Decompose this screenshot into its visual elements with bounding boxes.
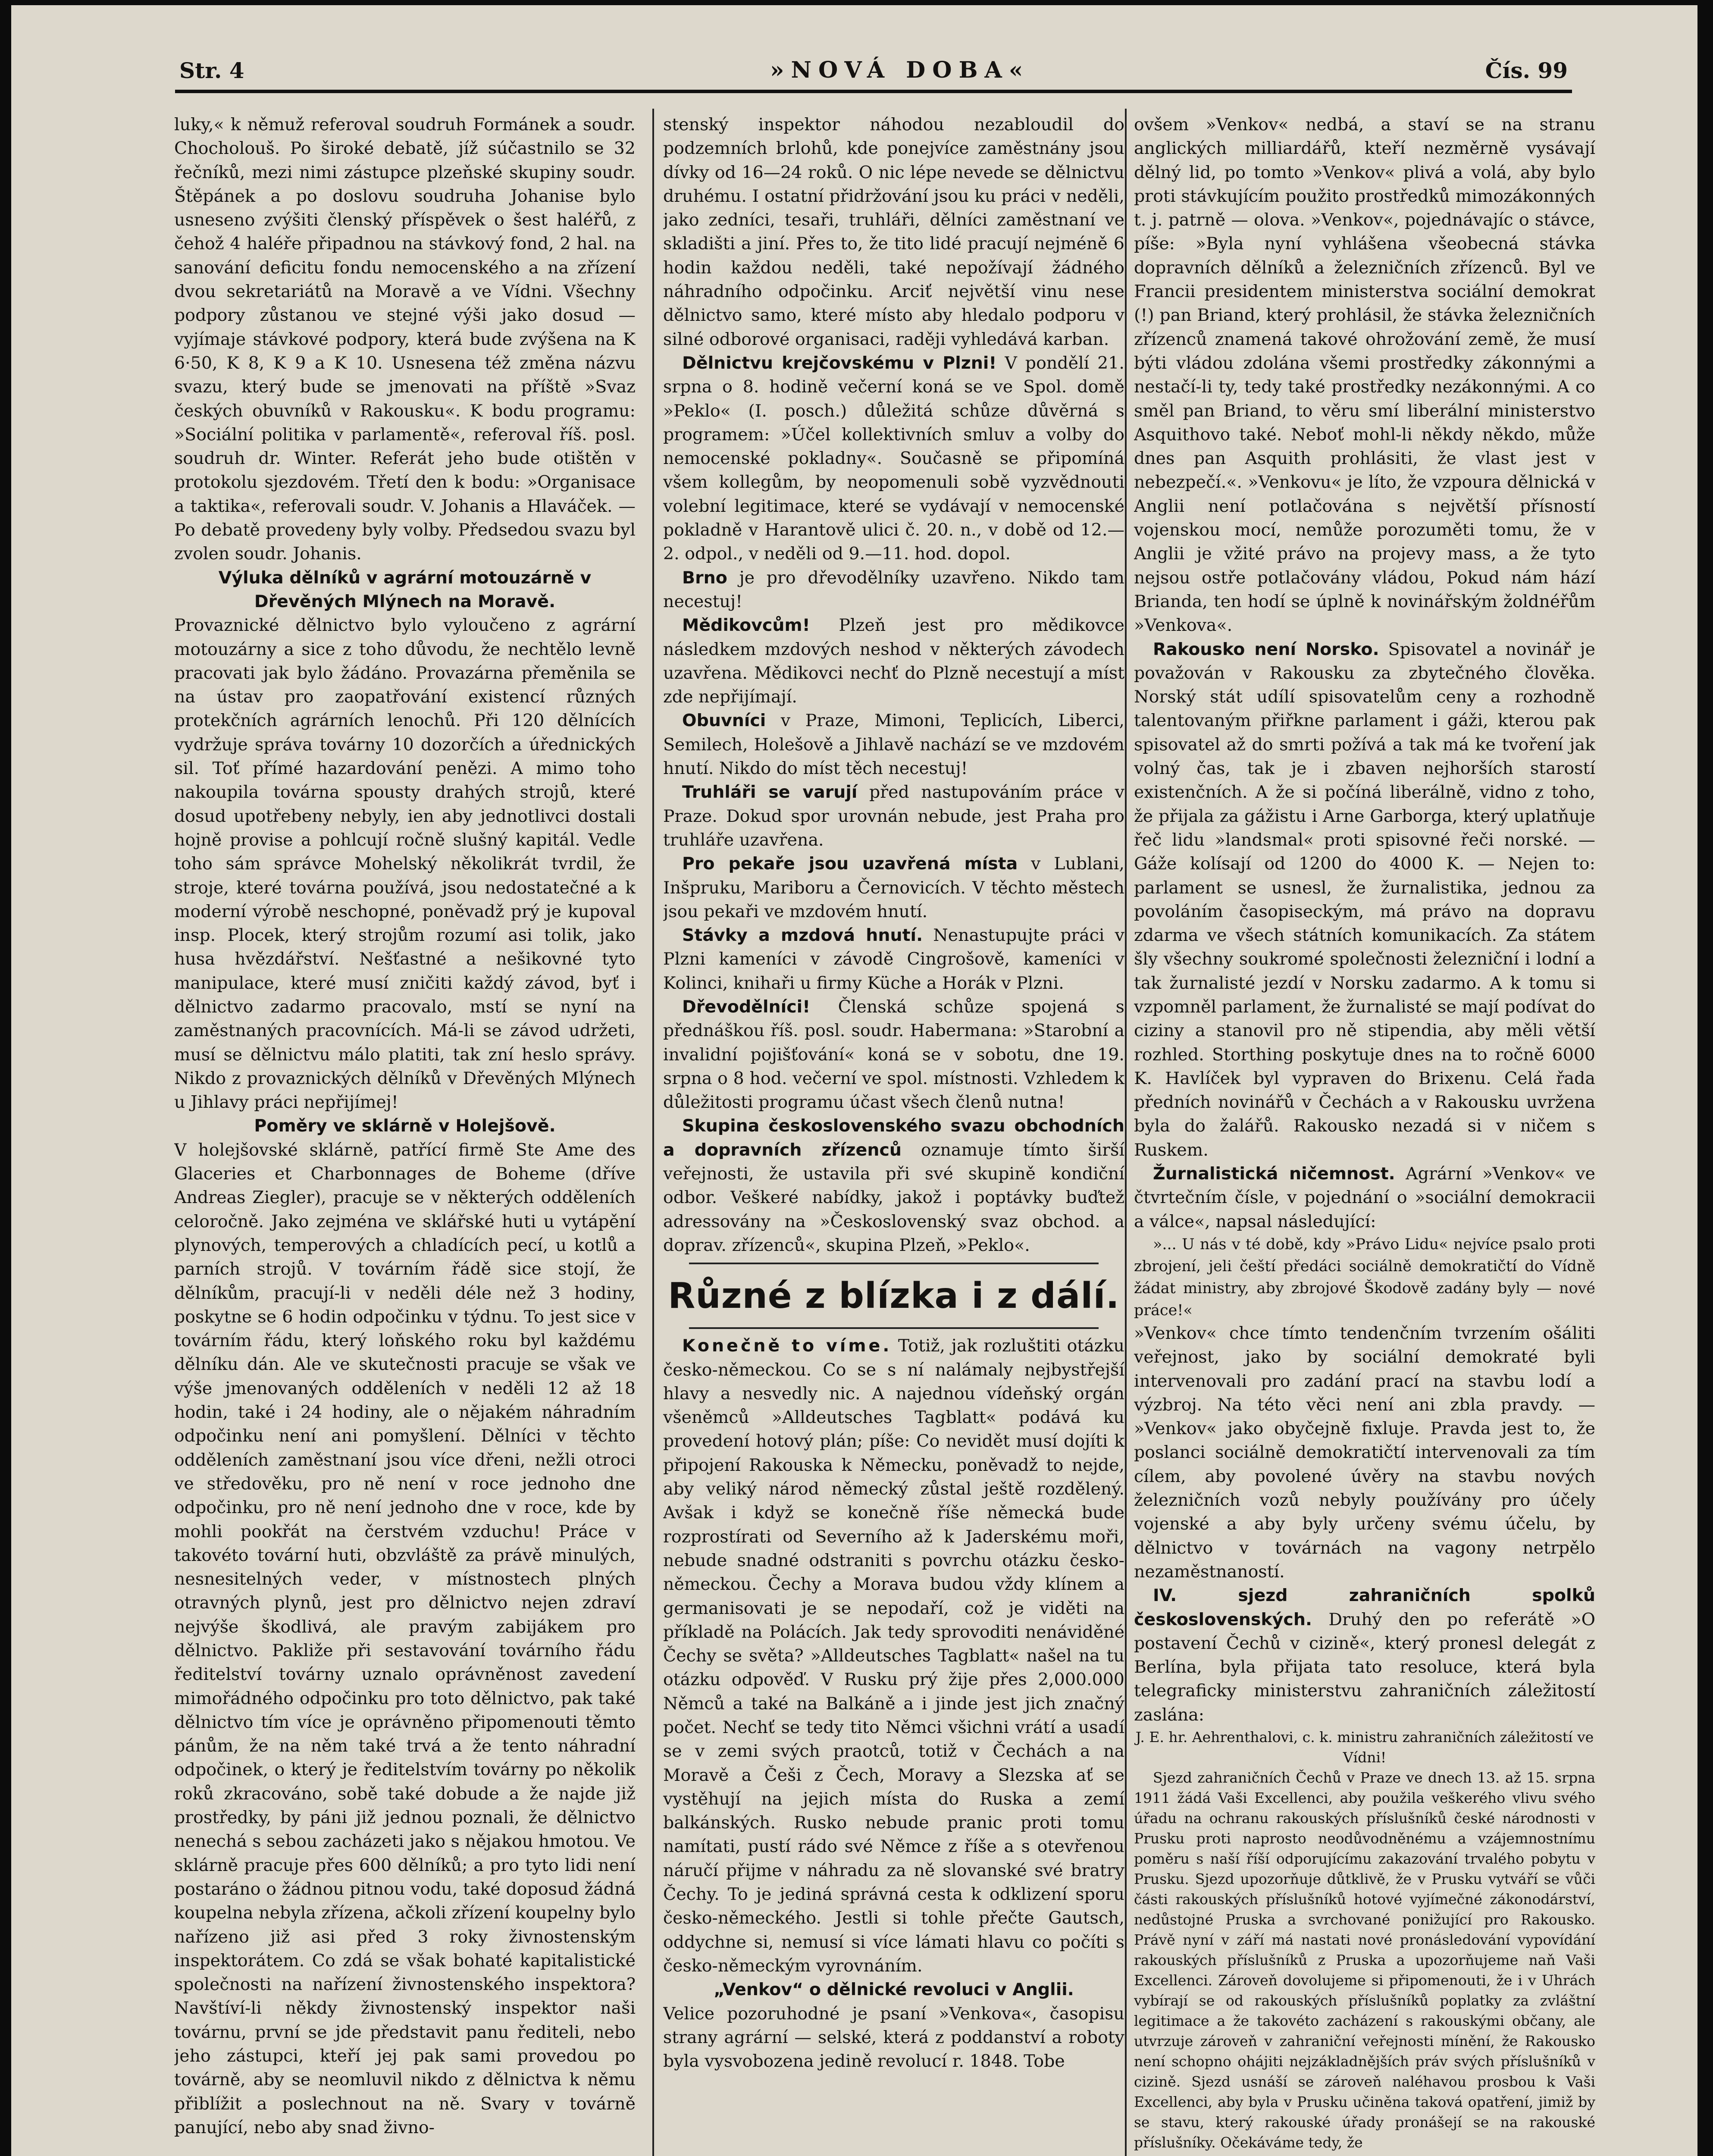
article-text: Totiž, jak rozluštiti otázku česko-německou. Co se s ní nalámaly nejbystřejší hlavy a nesvedly nic. A najednou vídeňský orgán všeněmců »Alldeutsches Tagblatt« podává ku provedení hotový plán; píše: Co nevidět musí dojíti k připojení Rakouska k Německu, poněvadž to nejde, aby veliký národ německý zůstal ještě rozdělený. Avšak i když se konečně říše německá bude rozprostírati od Severního až k Jaderskému moři, nebude snadné odstraniti s povrchu otázku česko-německou. Čechy a Morava budou vždy klínem a germanisovati je se nepodaří, což je viděti na příkladě na Polácích. Jak tedy sprovoditi nenáviděné Čechy se světa? »Alldeutsches Tagblatt« našel na tu otázku odpověď. V Rusku prý žije přes 2,000.000 Němců a také na Balkáně a i jinde jest jich značný počet. Nechť se tedy tito Němci všichni vrátí a usadí se v zemi svých praotců, totiž v Čechách a na Moravě a Češi z Čech, Moravy a Slezska ať se vystěhují na jejich místa do Ruska a zemí balkánských. Rusko nebude pranic proti tomu namítati, pustí rádo své Němce z říše a s otevřenou náručí přijme v náhradu za ně slovanské své bratry Čechy. To je jediná správná cesta k odklizení sporu česko-německého. Jestli si tohle přečte Gautsch, oddychne si, nemusí si více lámati hlavu co počíti s česko-německým vyrovnáním. (663, 1336, 1124, 1976)
article-heading: Žurnalistická ničemnost. (1153, 1164, 1395, 1184)
resolution-text: Sjezd zahraničních Čechů v Praze ve dnech 13. až 15. srpna 1911 žádá Vaši Excellenci, aby použila veškerého vlivu svého úřadu na ochranu rakouských příslušníků české národnosti v Prusku proti naprosto neodůvodněnému a vzájemnostnímu poměru s naší říší odporujícímu zakazování trvalého pobytu v Prusku. Sjezd upozorňuje důtklivě, že v Prusku vytváří se vůči části rakouských příslušníků hotové vyjímečné zákonodárství, nedůstojné Pruska a svrchované ponižující pro Rakousko. Právě nyní v září má nastati nové pronásledování vypovídání rakouských příslušníků z Pruska a upozorňujeme naň Vaši Excellenci. Zároveň dovolujeme si připomenouti, že i v Uhrách vybírají se od rakouských příslušníků poplatky za zvláštní legitimace a že takovéto zacházení s rakouskými občany, ale utvrzuje zároveň v zahraniční veřejnosti mínění, že Rakousko není schopno ohájiti nejzákladnějších práv svých příslušníků v cizině. Sjezd usnáší se zároveň naléhavou prosbou k Vaši Excellenci, aby byla v Prusku učiněna taková opatření, jimiž by se stavu, který rakouské úřady pronášejí se na rakouské příslušníky. Očekáváme tedy, že (1134, 1769, 1595, 2151)
address-line: J. E. hr. Aehrenthalovi, c. k. ministru zahraničních záležitostí ve Vídni! (1135, 1729, 1594, 1766)
article-text: Nenastupujte práci v Plzni kameníci v závodě Cingrošově, kameníci v Kolinci, knihaři u firmy Küche a Horák v Plzni. (663, 925, 1124, 993)
article-text: je pro dřevodělníky uzavřeno. Nikdo tam necestuj! (663, 567, 1124, 611)
issue-number: Čís. 99 (1485, 58, 1568, 83)
masthead-title: »NOVÁ DOBA« (770, 57, 1030, 83)
article-heading: Obuvníci (682, 711, 766, 731)
article-heading: Pro pekaře jsou uzavřená místa (682, 854, 1018, 874)
article-text: V pondělí 21. srpna o 8. hodině večerní koná se ve Spol. domě »Peklo« (I. posch.) důležitá schůze důvěrná s programem: »Účel kollektivních smluv a volby do nemocenské pokladny«. Současně se připomíná všem kollegům, by neopomenuli sobě vyzvědnouti volební legitimace, které se vydávají v nemocenské pokladně v Harantově ulici č. 20. n., v době od 12.—2. odpol., v neděli od 9.—11. hod. dopol. (663, 353, 1124, 564)
article-text: v Praze, Mimoni, Teplicích, Liberci, Semilech, Holešově a Jihlavě nachází se ve mzdovém hnutí. Nikdo do míst těch necestuj! (663, 711, 1124, 779)
article-heading: Mědikovcům! (682, 615, 810, 636)
article-text: Agrární »Venkov« ve čtvrtečním čísle, v pojednání o »sociální demokracii a válce«, napsal následující: (1134, 1164, 1595, 1232)
article-text: oznamuje tímto širší veřejnosti, že ustavila při své skupině kondiční odbor. Veškeré nabídky, jakož i poptávky buďtež adressovány na »Československý svaz obchod. a doprav. zřízenců«, skupina Plzeň, »Peklo«. (663, 1140, 1124, 1255)
section-rule (689, 1327, 1099, 1329)
article-heading: Výluka dělníků v agrární motouzárně v Dřevěných Mlýnech na Moravě. (218, 567, 592, 611)
column-divider (1125, 109, 1127, 2156)
page-header (179, 53, 1568, 89)
article-text: stenský inspektor náhodou nezabloudil do podzemních brlohů, kde ponejvíce zaměstnány jsou dívky od 16—24 roků. O nic lépe nevede se dělnictvu druhému. I ostatní přidržování jsou ku práci v neděli, jako zedníci, tesaři, truhláři, dělníci zaměstnaní ve skladišti a jiní. Přes to, že tito lidé pracují nejméně 6 hodin každou neděli, také nepožívají žádného náhradního odpočinku. Arciť největší vinu nese dělnictvo samo, které místo aby hledalo podporu v silné odborové organisaci, raději vyhledává karban. (663, 115, 1124, 349)
article-heading: Rakousko není Norsko. (1153, 639, 1379, 659)
article-text: před nastupováním práce v Praze. Dokud spor urovnán nebude, jest Praha pro truhláře uzavřena. (663, 782, 1124, 850)
article-heading: Konečně to víme. (682, 1336, 892, 1356)
article-heading: Brno (682, 567, 727, 588)
article-heading: Dřevodělníci! (682, 997, 811, 1017)
section-heading: Různé z blízka i z dálí. (668, 1275, 1120, 1317)
article-heading: Dělnictvu krejčovskému v Plzni! (682, 353, 997, 373)
article-heading: IV. sjezd zahraničních spolků československých. (1134, 1586, 1595, 1630)
column-divider (652, 109, 654, 2156)
article-heading: „Venkov“ o dělnické revoluci v Anglii. (714, 1980, 1074, 2000)
article-text: Velice pozoruhodné je psaní »Venkova«, časopisu strany agrární — selské, která z poddanství a roboty byla vysvobozena jedině revolucí r. 1848. Tobe (663, 2003, 1124, 2071)
article-text: Provaznické dělnictvo bylo vyloučeno z agrární motouzárny a sice z toho důvodu, že nechtělo levně pracovati jak bylo žádáno. Provazárna přeměnila se na ústav pro zaopatřování existencí různých protekčních agrárních lenochů. Při 120 dělnících vydržuje správa továrny 10 dozorčích a úřednických sil. Toť přímé hazardování penězi. A mimo toho nakoupila továrna spousty drahých strojů, které dosud upotřebeny nebyly, ien aby jednotlivci dostali hojně provise a pohlcují ročně slušný kapitál. Vedle toho sám správce Mohelský několikrát tvrdil, že stroje, které továrna používá, jsou nedostatečné a k moderní výrobě neschopné, poněvadž prý je kupoval insp. Plocek, který strojům rozumí asi tolik, jako husa hvězdářství. Nešťastné a nešikovné tyto manipulace, které musí zničiti každý závod, byť i dělnictvo zadarmo pracovalo, mstí se nyní na zaměstnaných pracovnících. Má-li se závod udržeti, musí se dělnictvu málo platiti, tak zní heslo správy. Nikdo z provaznických dělníků v Dřevěných Mlýnech u Jihlavy práci nepřijímej! (174, 615, 636, 1112)
article-text: Plzeň jest pro mědikovce následkem mzdových neshod v některých závodech uzavřena. Mědikovci nechť do Plzně necestují a míst zde nepřijímají. (663, 615, 1124, 707)
page-number: Str. 4 (179, 58, 244, 83)
header-rule (175, 90, 1572, 93)
article-text: »Venkov« chce tímto tendenčním tvrzením ošáliti veřejnost, jako by sociální demokraté byli intervenovali pro zadání prací na stavbu lodí a výzbroj. Na této věci není ani zbla pravdy. — »Venkov« jako obyčejně fixluje. Pravda jest to, že poslanci sociálně demokratičtí intervenovali za tím cílem, aby povolené úvěry na stavbu nových železničních vozů nebyly používány pro účely vojenské a aby byly určeny svému účelu, by dělnictvo v továrnách na vagony netrpělo nezaměstnaností. (1134, 1323, 1595, 1582)
article-text: Členská schůze spojená s přednáškou říš. posl. soudr. Habermana: »Starobní a invalidní pojišťování« koná se v sobotu, dne 19. srpna o 8 hod. večerní ve spol. místnosti. Vzhledem k důležitosti programu účast všech členů nutna! (663, 997, 1124, 1112)
section-rule (689, 1263, 1099, 1264)
article-text: Druhý den po referátě »O postavení Čechů v cizině«, který pronesl delegát z Berlína, byla přijata tato resoluce, která byla telegraficky ministerstvu zahraničních záležitostí zaslána: (1134, 1609, 1595, 1725)
article-text: Spisovatel a novinář je považován v Rakousku za zbytečného člověka. Norský stát udílí spisovatelům ceny a rozhodně talentovaným přiřkne parlament i gáži, kterou pak spisovatel až do smrti požívá a tak má ke tvoření jak volný čas, tak je i zbaven nejhorších starostí existenčních. A že si počíná liberálně, vidno z toho, že přijala za gážistu i Arne Garborga, který uplatňuje řeč lidu »landsmal« proti spisovné řeči norské. — Gáže kolísají od 1200 do 4000 K. — Nejen to: parlament se usnesl, že žurnalistika, jednou za povoláním časopiseckým, má právo na dopravu zdarma ve všech státních komunikacích. Za státem šly všechny soukromé společnosti železniční i lodní a tak žurnalisté jezdí v Norsku zadarmo. A k tomu si vzpomněl parlament, že žurnalisté se mají podívat do ciziny a stanovil pro ně stipendia, aby měli větší rozhled. Storthing poskytuje dnes na to ročně 6000 K. Havlíček byl vypraven do Brixenu. Celá řada předních novinářů v Čechách a v Rakousku uvržena byla do žalářů. Rakousko nezadá si v ničem s Ruskem. (1134, 639, 1595, 1160)
article-heading: Skupina československého svazu obchodních a dopravních zřízenců (663, 1116, 1124, 1160)
newspaper-page (11, 5, 1697, 2156)
article-heading: Poměry ve sklárně v Holejšově. (254, 1116, 556, 1136)
column-2 (663, 113, 1124, 2156)
column-1 (174, 113, 636, 2156)
column-3 (1134, 113, 1595, 2156)
article-text: luky,« k němuž referoval soudruh Formánek a soudr. Chocholouš. Po široké debatě, jíž súčastnilo se 32 řečníků, mezi nimi zástupce plzeňské skupiny soudr. Štěpánek a po doslovu soudruha Johanise bylo usneseno zvýšiti členský příspěvek o šest haléřů, z čehož 4 haléře připadnou na stávkový fond, 2 hal. na sanování deficitu fondu nemocenského a na zřízení dvou sekretariátů na Moravě a ve Vídni. Všechny podpory zůstanou ve stejné výši jako dosud — vyjímaje stávkové podpory, která bude zvýšena na K 6·50, K 8, K 9 a K 10. Usnesena též změna názvu svazu, který bude se jmenovati na příště »Svaz českých obuvníků v Rakousku«. K bodu programu: »Sociální politika v parlamentě«, referoval říš. posl. soudruh dr. Winter. Referát jeho bude otištěn v protokolu sjezdovém. Třetí den k bodu: »Organisace a taktika«, referovali soudr. V. Johanis a Hlaváček. — Po debatě provedeny byly volby. Předsedou svazu byl zvolen soudr. Johanis. (174, 115, 636, 564)
quoted-text: »... U nás v té době, kdy »Právo Lidu« nejvíce psalo proti zbrojení, jeli čeští předáci sociálně demokratičtí do Vídně žádat ministry, aby zbrojové Škodově zadány byly — nové práce!« (1134, 1235, 1595, 1319)
article-text: V holejšovské sklárně, patřící firmě Ste Ame des Glaceries et Charbonnages de Boheme (dříve Andreas Ziegler), pracuje se v některých odděleních celoročně. Jako zejména ve sklářské huti u vytápění plynových, temperových a chladících pecí, u kotlů a parních strojů. V továrním řádě sice stojí, že dělníkům, pracují-li v neděli déle než 3 hodiny, poskytne se 6 hodin odpočinku v týdnu. To jest sice v továrním řádu, který loňského roku byl každému dělníku dán. Ale ve skutečnosti pracuje se však ve výše jmenovaných odděleních v neděli 12 až 18 hodin, také i 24 hodiny, ale o nějakém náhradním odpočinku není ani pomyšlení. Dělníci v těchto odděleních zaměstnaní jsou více dřeni, nežli otroci ve středověku, pro ně není v roce jednoho dne odpočinku, pro ně není jednoho dne v roce, kde by mohli pookřát na čerstvém vzduchu! Práce v takovéto tovární huti, obzvláště za právě minulých, nesnesitelných veder, v místnostech plných otravných plynů, jest pro dělnictvo nejen zdraví nejvýše škodlivá, ale pravým zabijákem pro dělnictvo. Pakliže při sestavování továrního řádu ředitelství továrny uznalo oprávněnost zavedení mimořádného odpočinku pro toto dělnictvo, pak také dělnictvo tím více je oprávněno připomenouti těmto pánům, že na něm také trvá a že tento náhradní odpočinek, o který je ředitelstvím továrny po několik roků zkracováno, sobě také dobude a že najde již prostředky, by páni již jednou poznali, že dělnictvo nenechá s sebou zacházeti jako s nějakou hmotou. Ve sklárně pracuje přes 600 dělníků; a pro tyto lidi není postaráno o žádnou pitnou vodu, také doposud žádná koupelna nebyla zřízena, ačkoli zřízení koupelny bylo nařízeno již asi před 3 roky živnostenským inspektorátem. Co zdá se však bohaté kapitalistické společnosti na nařízení živnostenského inspektora? Navštíví-li někdy živnostenský inspektor naši továrnu, první se jde představit panu řediteli, nebo jeho zástupci, kteří jej pak sami provedou po továrně, aby se neomluvil nikdo z dělnictva k němu přiblížit a poslechnout na ně. Svary v továrně panující, nebo aby snad živno- (174, 1140, 636, 2137)
article-text: ovšem »Venkov« nedbá, a staví se na stranu anglických milliardářů, kteří nezměrně vysávají dělný lid, po tomto »Venkov« plivá a volá, aby bylo proti stávkujícím použito prostředků mimozákonných t. j. patrně — olova. »Venkov«, pojednávajíc o stávce, píše: »Byla nyní vyhlášena všeobecná stávka dopravních dělníků a železničních zřízenců. Byl ve Francii presidentem ministerstva sociální demokrat (!) pan Briand, který prohlásil, že stávka železničních zřízenců znamená takové ohrožování země, že musí býti vládou zdolána všemi prostředky zákonnými a nestačí-li ty, tedy také prostředky nezákonnými. A co směl pan Briand, to věru smí liberální ministerstvo Asquithovo také. Neboť mohl-li někdy někdo, může dnes pan Asquith prohlásiti, že vlast jest v nebezpečí.«. »Venkovu« je líto, že vzpoura dělnická v Anglii není potlačována s největší přísností vojenskou mocí, nemůže porozuměti tomu, že v Anglii je vžité právo na projevy mass, a že tyto nejsou ostře potlačovány vládou, Pokud nám hází Brianda, ten hodí se úplně k novinářským žoldnéřům »Venkova«. (1134, 115, 1595, 636)
article-text: v Lublani, Inšpruku, Mariboru a Černovicích. V těchto městech jsou pekaři ve mzdovém hnutí. (663, 854, 1124, 921)
article-heading: Stávky a mzdová hnutí. (682, 925, 923, 946)
article-heading: Truhláři se varují (682, 782, 858, 802)
